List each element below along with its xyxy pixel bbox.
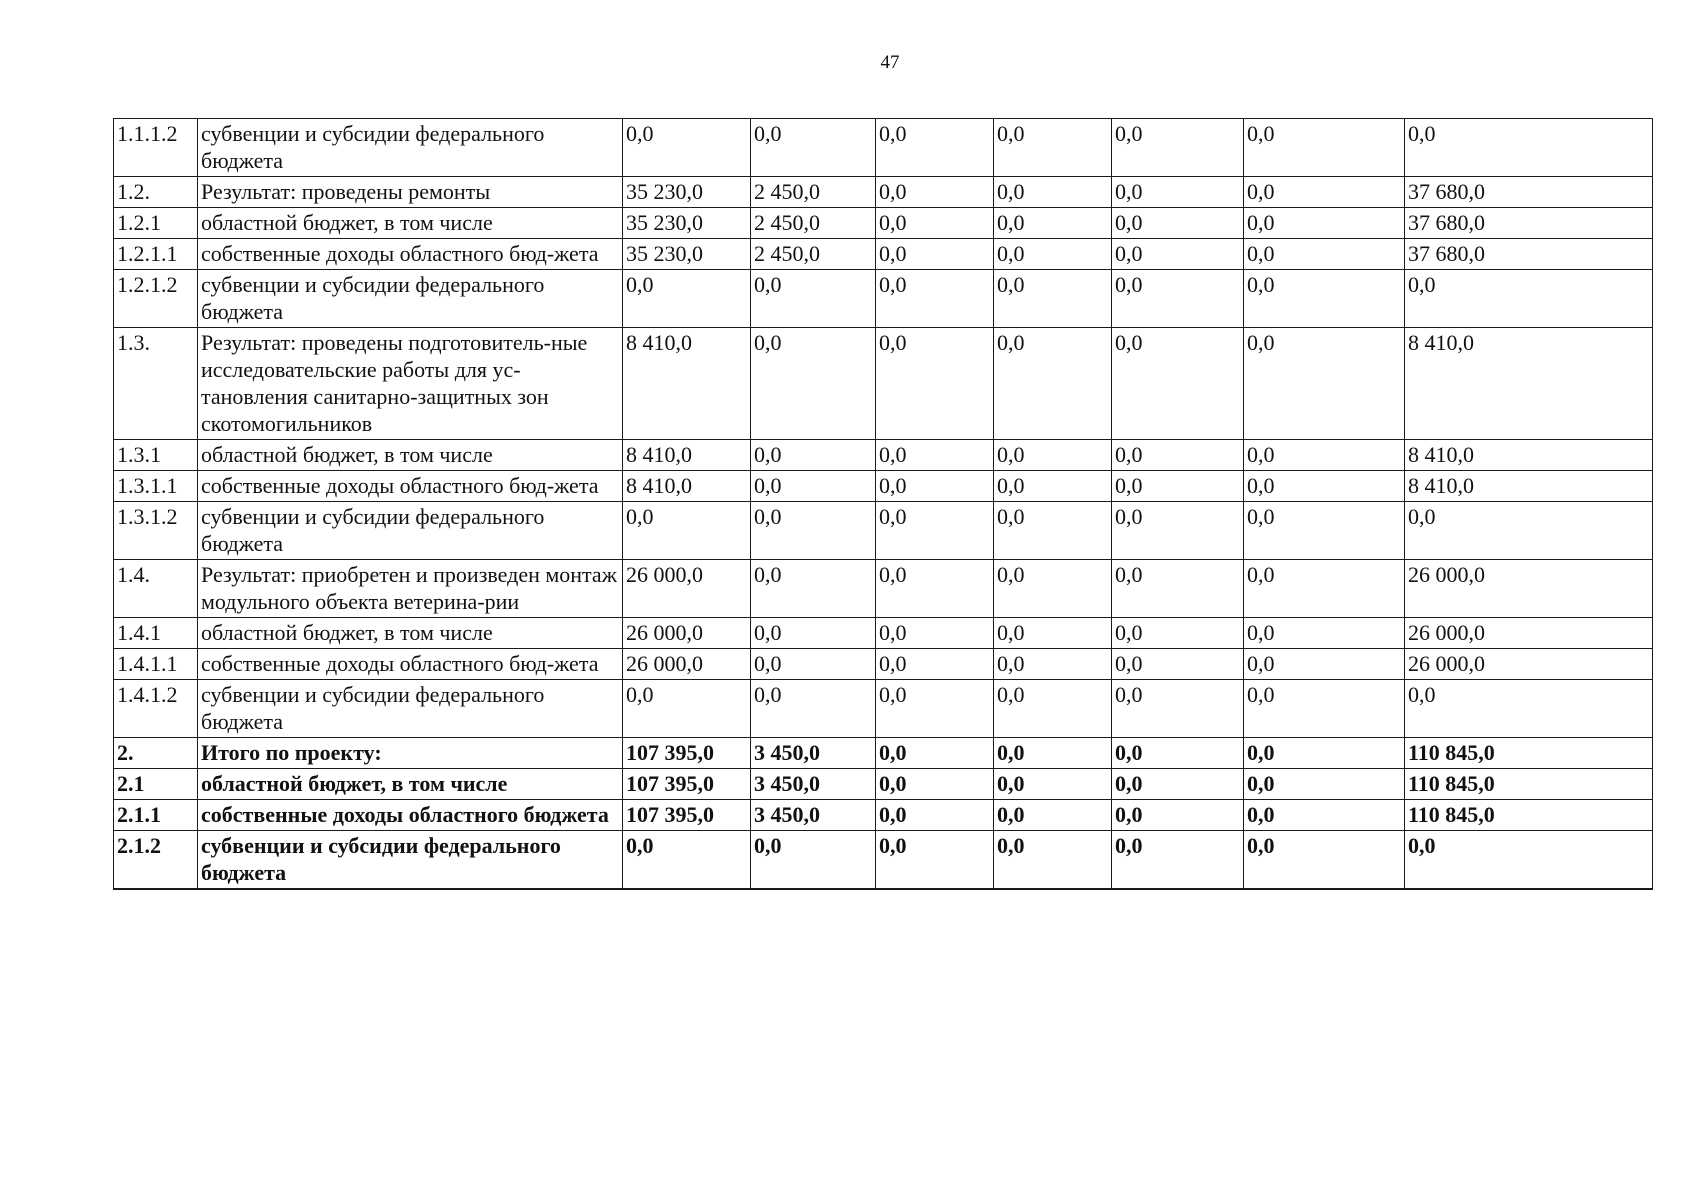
cell-value-4: 0,0 <box>994 800 1112 831</box>
table-row <box>114 208 1653 239</box>
cell-value-1: 26 000,0 <box>623 649 751 680</box>
cell-value-5: 0,0 <box>1112 800 1244 831</box>
table-row <box>114 680 1653 738</box>
cell-value-2: 0,0 <box>751 328 876 440</box>
table-row <box>114 769 1653 800</box>
cell-value-5: 0,0 <box>1112 119 1244 177</box>
cell-value-total: 0,0 <box>1405 831 1653 890</box>
cell-value-1: 107 395,0 <box>623 800 751 831</box>
row-name: областной бюджет, в том числе <box>198 440 623 471</box>
row-code: 1.2.1 <box>114 208 198 239</box>
cell-value-2: 0,0 <box>751 618 876 649</box>
row-name: областной бюджет, в том числе <box>198 208 623 239</box>
row-code: 1.4.1 <box>114 618 198 649</box>
cell-value-3: 0,0 <box>876 680 994 738</box>
cell-value-3: 0,0 <box>876 440 994 471</box>
row-name: Итого по проекту: <box>198 738 623 769</box>
table-body <box>114 119 1653 890</box>
cell-value-6: 0,0 <box>1244 270 1405 328</box>
row-code: 1.4.1.2 <box>114 680 198 738</box>
cell-value-2: 3 450,0 <box>751 769 876 800</box>
cell-value-3: 0,0 <box>876 328 994 440</box>
cell-value-6: 0,0 <box>1244 471 1405 502</box>
cell-value-2: 2 450,0 <box>751 239 876 270</box>
cell-value-4: 0,0 <box>994 649 1112 680</box>
cell-value-total: 0,0 <box>1405 502 1653 560</box>
cell-value-total: 37 680,0 <box>1405 239 1653 270</box>
cell-value-2: 3 450,0 <box>751 800 876 831</box>
table-row <box>114 177 1653 208</box>
table-row <box>114 800 1653 831</box>
cell-value-1: 8 410,0 <box>623 440 751 471</box>
cell-value-2: 0,0 <box>751 649 876 680</box>
table-row <box>114 831 1653 890</box>
table-row <box>114 239 1653 270</box>
cell-value-5: 0,0 <box>1112 440 1244 471</box>
cell-value-1: 0,0 <box>623 119 751 177</box>
row-code: 1.4.1.1 <box>114 649 198 680</box>
cell-value-1: 26 000,0 <box>623 618 751 649</box>
cell-value-6: 0,0 <box>1244 119 1405 177</box>
cell-value-4: 0,0 <box>994 328 1112 440</box>
cell-value-total: 110 845,0 <box>1405 738 1653 769</box>
cell-value-1: 8 410,0 <box>623 328 751 440</box>
cell-value-3: 0,0 <box>876 471 994 502</box>
row-code: 1.1.1.2 <box>114 119 198 177</box>
cell-value-3: 0,0 <box>876 119 994 177</box>
cell-value-total: 0,0 <box>1405 270 1653 328</box>
cell-value-5: 0,0 <box>1112 208 1244 239</box>
cell-value-4: 0,0 <box>994 208 1112 239</box>
cell-value-3: 0,0 <box>876 769 994 800</box>
cell-value-3: 0,0 <box>876 502 994 560</box>
cell-value-4: 0,0 <box>994 119 1112 177</box>
cell-value-4: 0,0 <box>994 239 1112 270</box>
cell-value-5: 0,0 <box>1112 831 1244 890</box>
cell-value-4: 0,0 <box>994 560 1112 618</box>
row-name: Результат: приобретен и произведен монтаж модульного объекта ветерина-рии <box>198 560 623 618</box>
table-row <box>114 440 1653 471</box>
cell-value-4: 0,0 <box>994 177 1112 208</box>
budget-table <box>113 118 1653 890</box>
cell-value-1: 0,0 <box>623 502 751 560</box>
cell-value-4: 0,0 <box>994 618 1112 649</box>
row-code: 1.4. <box>114 560 198 618</box>
cell-value-5: 0,0 <box>1112 680 1244 738</box>
cell-value-5: 0,0 <box>1112 560 1244 618</box>
cell-value-total: 0,0 <box>1405 119 1653 177</box>
cell-value-1: 26 000,0 <box>623 560 751 618</box>
cell-value-6: 0,0 <box>1244 680 1405 738</box>
row-code: 1.2.1.1 <box>114 239 198 270</box>
table-row <box>114 328 1653 440</box>
cell-value-4: 0,0 <box>994 440 1112 471</box>
cell-value-5: 0,0 <box>1112 618 1244 649</box>
cell-value-total: 110 845,0 <box>1405 800 1653 831</box>
cell-value-2: 2 450,0 <box>751 208 876 239</box>
cell-value-total: 26 000,0 <box>1405 649 1653 680</box>
row-code: 2.1.1 <box>114 800 198 831</box>
cell-value-1: 107 395,0 <box>623 769 751 800</box>
cell-value-2: 0,0 <box>751 502 876 560</box>
cell-value-3: 0,0 <box>876 270 994 328</box>
cell-value-total: 37 680,0 <box>1405 208 1653 239</box>
row-code: 2.1.2 <box>114 831 198 890</box>
row-code: 1.3. <box>114 328 198 440</box>
row-name: областной бюджет, в том числе <box>198 769 623 800</box>
cell-value-3: 0,0 <box>876 560 994 618</box>
cell-value-3: 0,0 <box>876 618 994 649</box>
cell-value-4: 0,0 <box>994 738 1112 769</box>
cell-value-3: 0,0 <box>876 800 994 831</box>
cell-value-5: 0,0 <box>1112 328 1244 440</box>
row-name: собственные доходы областного бюджета <box>198 800 623 831</box>
cell-value-6: 0,0 <box>1244 440 1405 471</box>
cell-value-5: 0,0 <box>1112 239 1244 270</box>
cell-value-4: 0,0 <box>994 502 1112 560</box>
cell-value-total: 0,0 <box>1405 680 1653 738</box>
cell-value-1: 107 395,0 <box>623 738 751 769</box>
cell-value-3: 0,0 <box>876 208 994 239</box>
cell-value-1: 0,0 <box>623 270 751 328</box>
cell-value-total: 26 000,0 <box>1405 618 1653 649</box>
cell-value-5: 0,0 <box>1112 738 1244 769</box>
cell-value-6: 0,0 <box>1244 618 1405 649</box>
cell-value-total: 37 680,0 <box>1405 177 1653 208</box>
cell-value-6: 0,0 <box>1244 208 1405 239</box>
row-name: Результат: проведены ремонты <box>198 177 623 208</box>
cell-value-1: 8 410,0 <box>623 471 751 502</box>
cell-value-6: 0,0 <box>1244 800 1405 831</box>
cell-value-6: 0,0 <box>1244 177 1405 208</box>
row-name: субвенции и субсидии федерального бюджета <box>198 502 623 560</box>
cell-value-1: 0,0 <box>623 831 751 890</box>
cell-value-5: 0,0 <box>1112 471 1244 502</box>
cell-value-3: 0,0 <box>876 649 994 680</box>
cell-value-4: 0,0 <box>994 270 1112 328</box>
row-name: субвенции и субсидии федерального бюджета <box>198 119 623 177</box>
cell-value-4: 0,0 <box>994 680 1112 738</box>
cell-value-2: 0,0 <box>751 831 876 890</box>
row-name: собственные доходы областного бюд-жета <box>198 649 623 680</box>
row-name: собственные доходы областного бюд-жета <box>198 239 623 270</box>
cell-value-2: 0,0 <box>751 440 876 471</box>
cell-value-6: 0,0 <box>1244 769 1405 800</box>
table-row <box>114 502 1653 560</box>
row-name: собственные доходы областного бюд-жета <box>198 471 623 502</box>
cell-value-6: 0,0 <box>1244 560 1405 618</box>
row-code: 1.3.1.1 <box>114 471 198 502</box>
cell-value-4: 0,0 <box>994 769 1112 800</box>
cell-value-6: 0,0 <box>1244 239 1405 270</box>
cell-value-total: 110 845,0 <box>1405 769 1653 800</box>
cell-value-3: 0,0 <box>876 831 994 890</box>
row-name: субвенции и субсидии федерального бюджета <box>198 680 623 738</box>
cell-value-2: 2 450,0 <box>751 177 876 208</box>
row-code: 1.2.1.2 <box>114 270 198 328</box>
cell-value-5: 0,0 <box>1112 177 1244 208</box>
cell-value-1: 35 230,0 <box>623 239 751 270</box>
cell-value-6: 0,0 <box>1244 502 1405 560</box>
cell-value-total: 8 410,0 <box>1405 328 1653 440</box>
cell-value-6: 0,0 <box>1244 649 1405 680</box>
row-code: 2.1 <box>114 769 198 800</box>
row-name: субвенции и субсидии федерального бюджета <box>198 831 623 890</box>
table-row <box>114 471 1653 502</box>
cell-value-total: 26 000,0 <box>1405 560 1653 618</box>
table-row <box>114 738 1653 769</box>
cell-value-total: 8 410,0 <box>1405 440 1653 471</box>
row-code: 1.3.1 <box>114 440 198 471</box>
row-name: Результат: проведены подготовитель-ные исследовательские работы для ус-тановления санитарно-защитных зон скотомогильников <box>198 328 623 440</box>
cell-value-4: 0,0 <box>994 471 1112 502</box>
page-number: 47 <box>880 52 900 73</box>
cell-value-5: 0,0 <box>1112 649 1244 680</box>
cell-value-2: 0,0 <box>751 270 876 328</box>
row-name: областной бюджет, в том числе <box>198 618 623 649</box>
cell-value-3: 0,0 <box>876 239 994 270</box>
cell-value-total: 8 410,0 <box>1405 471 1653 502</box>
cell-value-6: 0,0 <box>1244 738 1405 769</box>
cell-value-1: 35 230,0 <box>623 208 751 239</box>
table-row <box>114 270 1653 328</box>
cell-value-2: 3 450,0 <box>751 738 876 769</box>
row-name: субвенции и субсидии федерального бюджета <box>198 270 623 328</box>
cell-value-4: 0,0 <box>994 831 1112 890</box>
cell-value-3: 0,0 <box>876 177 994 208</box>
cell-value-2: 0,0 <box>751 560 876 618</box>
table-row <box>114 560 1653 618</box>
table-row <box>114 618 1653 649</box>
cell-value-1: 35 230,0 <box>623 177 751 208</box>
table-row <box>114 649 1653 680</box>
table-row <box>114 119 1653 177</box>
cell-value-1: 0,0 <box>623 680 751 738</box>
cell-value-2: 0,0 <box>751 680 876 738</box>
cell-value-5: 0,0 <box>1112 502 1244 560</box>
row-code: 1.3.1.2 <box>114 502 198 560</box>
cell-value-5: 0,0 <box>1112 769 1244 800</box>
cell-value-6: 0,0 <box>1244 831 1405 890</box>
cell-value-3: 0,0 <box>876 738 994 769</box>
row-code: 2. <box>114 738 198 769</box>
cell-value-5: 0,0 <box>1112 270 1244 328</box>
cell-value-2: 0,0 <box>751 471 876 502</box>
cell-value-2: 0,0 <box>751 119 876 177</box>
cell-value-6: 0,0 <box>1244 328 1405 440</box>
row-code: 1.2. <box>114 177 198 208</box>
